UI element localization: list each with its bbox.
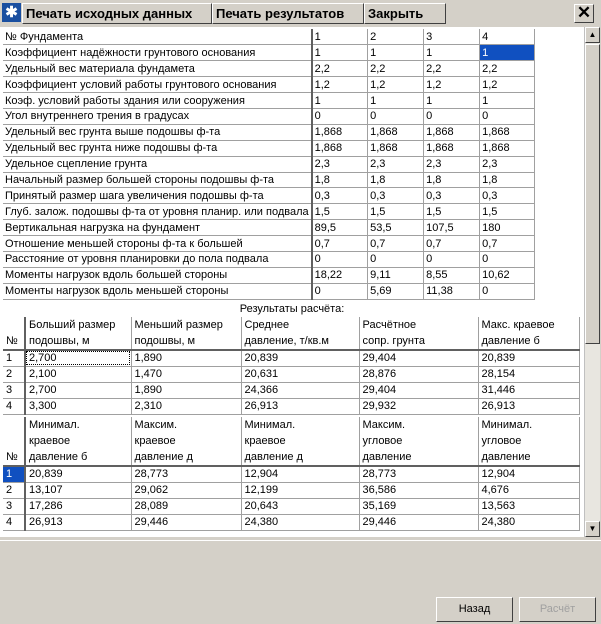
- column-header: 4: [480, 29, 535, 45]
- column-header-line: давление б: [29, 451, 88, 463]
- scroll-up-icon[interactable]: ▲: [585, 27, 600, 43]
- column-header-line: Меньший размер: [134, 319, 223, 331]
- results-column-header: [478, 417, 579, 466]
- results-column-header: [241, 417, 359, 466]
- column-header-line: Среднее: [244, 319, 290, 331]
- result-cell: 26,913: [478, 398, 579, 414]
- print-results-button[interactable]: Печать результатов: [212, 3, 364, 24]
- input-cell[interactable]: 0: [368, 251, 424, 267]
- input-cell[interactable]: 1: [368, 93, 424, 109]
- column-header-line: Максим.: [362, 419, 406, 431]
- row-number: 3: [3, 382, 25, 398]
- row-number: 1: [3, 350, 25, 366]
- input-row: [3, 172, 535, 188]
- result-cell: 13,107: [25, 482, 131, 498]
- input-cell[interactable]: 89,5: [312, 220, 368, 236]
- input-cell[interactable]: 1,2: [424, 77, 480, 93]
- table-row[interactable]: [3, 366, 579, 382]
- input-cell[interactable]: 0: [312, 108, 368, 124]
- input-cell[interactable]: 0: [480, 108, 535, 124]
- input-cell[interactable]: 1,5: [312, 204, 368, 220]
- input-cell[interactable]: 2,3: [424, 156, 480, 172]
- result-cell: 2,700: [25, 382, 131, 398]
- result-cell: 20,839: [241, 350, 359, 366]
- result-cell: 28,773: [359, 466, 478, 482]
- input-cell[interactable]: 1,8: [480, 172, 535, 188]
- scroll-down-icon[interactable]: ▼: [585, 521, 600, 537]
- result-cell: 36,586: [359, 482, 478, 498]
- back-button[interactable]: Назад: [436, 597, 513, 622]
- results-header-row: [3, 317, 579, 350]
- input-cell[interactable]: 11,38: [424, 283, 480, 299]
- row-number: 4: [3, 398, 25, 414]
- parameter-label: Удельный вес грунта выше подошвы ф-та: [3, 124, 312, 140]
- parameter-label: Отношение меньшей стороны ф-та к большей: [3, 236, 312, 252]
- result-cell: 28,773: [131, 466, 241, 482]
- input-cell[interactable]: 53,5: [368, 220, 424, 236]
- row-number-header: №: [3, 417, 25, 466]
- input-cell[interactable]: 107,5: [424, 220, 480, 236]
- result-cell: 28,089: [131, 498, 241, 514]
- input-cell[interactable]: 10,62: [480, 267, 535, 283]
- input-row: [3, 283, 535, 299]
- result-cell: 29,062: [131, 482, 241, 498]
- result-cell: 1,890: [131, 350, 241, 366]
- input-cell[interactable]: 1,2: [368, 77, 424, 93]
- vertical-scrollbar[interactable]: [584, 27, 600, 537]
- result-cell: 29,932: [359, 398, 478, 414]
- results-title: Результаты расчёта:: [239, 303, 345, 315]
- input-cell[interactable]: 0,3: [424, 188, 480, 204]
- parameter-label: Удельный вес грунта ниже подошвы ф-та: [3, 140, 312, 156]
- table-row[interactable]: [3, 382, 579, 398]
- result-cell: 12,904: [478, 466, 579, 482]
- table-row[interactable]: [3, 514, 579, 530]
- column-header-line: Минимал.: [29, 419, 80, 431]
- input-cell[interactable]: 0: [480, 251, 535, 267]
- input-cell[interactable]: 1,868: [424, 124, 480, 140]
- results-column-header: [25, 417, 131, 466]
- results-column-header: [359, 317, 478, 350]
- results-column-header: [241, 317, 359, 350]
- parameter-label: Удельное сцепление грунта: [3, 156, 312, 172]
- toolbar: [0, 0, 601, 27]
- result-cell: 24,380: [241, 514, 359, 530]
- input-cell[interactable]: 1,868: [368, 140, 424, 156]
- result-cell: 2,310: [131, 398, 241, 414]
- input-row: [3, 204, 535, 220]
- input-cell[interactable]: 1: [424, 93, 480, 109]
- parameter-label: Начальный размер большей стороны подошвы ф-та: [3, 172, 312, 188]
- input-cell[interactable]: 2,2: [424, 61, 480, 77]
- input-cell[interactable]: 1,5: [480, 204, 535, 220]
- input-row: [3, 45, 535, 61]
- input-cell[interactable]: 1: [480, 93, 535, 109]
- result-cell: 3,300: [25, 398, 131, 414]
- parameter-label: Коэффициент надёжности грунтового основания: [3, 45, 312, 61]
- input-cell[interactable]: 0: [424, 108, 480, 124]
- column-header-line: давление: [362, 451, 412, 463]
- input-cell[interactable]: 1: [368, 45, 424, 61]
- input-cell[interactable]: 1,868: [312, 140, 368, 156]
- input-cell[interactable]: 2,3: [368, 156, 424, 172]
- row-number-header: №: [3, 317, 25, 350]
- input-cell[interactable]: 0,7: [480, 236, 535, 252]
- result-cell: 4,676: [478, 482, 579, 498]
- table-row[interactable]: [3, 482, 579, 498]
- row-number: 1: [3, 466, 25, 482]
- input-cell[interactable]: 8,55: [424, 267, 480, 283]
- result-cell: 26,913: [25, 514, 131, 530]
- input-cell[interactable]: 2,2: [480, 61, 535, 77]
- input-row: [3, 267, 535, 283]
- column-header: 2: [368, 29, 424, 45]
- column-header-line: краевое: [134, 435, 176, 447]
- table-row[interactable]: [3, 498, 579, 514]
- column-header-line: подошвы, м: [29, 335, 90, 347]
- input-cell[interactable]: 1,868: [480, 124, 535, 140]
- input-cell[interactable]: 0: [368, 108, 424, 124]
- input-row: [3, 156, 535, 172]
- print-input-button[interactable]: Печать исходных данных: [22, 3, 212, 24]
- row-number: 2: [3, 482, 25, 498]
- result-cell: 1,890: [131, 382, 241, 398]
- results-column-header: [359, 417, 478, 466]
- column-header-line: давление, т/кв.м: [244, 335, 329, 347]
- result-cell: 29,404: [359, 350, 478, 366]
- input-cell[interactable]: 1,868: [424, 140, 480, 156]
- result-cell: 24,380: [478, 514, 579, 530]
- row-number: 2: [3, 366, 25, 382]
- table-row[interactable]: [3, 398, 579, 414]
- result-cell: 26,913: [241, 398, 359, 414]
- column-header-line: краевое: [29, 435, 71, 447]
- column-header-line: давление б: [481, 335, 540, 347]
- input-cell[interactable]: 2,2: [368, 61, 424, 77]
- results-column-header: [25, 317, 131, 350]
- parameter-label: Коэффициент условий работы грунтового основания: [3, 77, 312, 93]
- input-cell[interactable]: 0: [480, 283, 535, 299]
- parameter-label: Вертикальная нагрузка на фундамент: [3, 220, 312, 236]
- parameter-label: Коэф. условий работы здания или сооружения: [3, 93, 312, 109]
- parameter-label: Удельный вес материала фундамета: [3, 61, 312, 77]
- column-header-line: Минимал.: [481, 419, 533, 431]
- result-cell: 29,446: [359, 514, 478, 530]
- input-cell[interactable]: 1: [424, 45, 480, 61]
- column-header-line: краевое: [244, 435, 286, 447]
- input-cell[interactable]: 1,2: [312, 77, 368, 93]
- result-cell: 12,904: [241, 466, 359, 482]
- results-header-row: [3, 417, 579, 466]
- row-number: 4: [3, 514, 25, 530]
- column-header-line: Максим.: [134, 419, 178, 431]
- input-row: [3, 124, 535, 140]
- input-cell[interactable]: 1,868: [480, 140, 535, 156]
- input-cell[interactable]: 0,3: [312, 188, 368, 204]
- input-cell[interactable]: 5,69: [368, 283, 424, 299]
- input-cell[interactable]: 1: [480, 45, 535, 61]
- input-row: [3, 236, 535, 252]
- column-header: 1: [312, 29, 368, 45]
- input-cell[interactable]: 1,5: [368, 204, 424, 220]
- result-cell: 12,199: [241, 482, 359, 498]
- input-row: [3, 77, 535, 93]
- result-cell: 17,286: [25, 498, 131, 514]
- column-header-line: давление д: [134, 451, 193, 463]
- input-data-table: [3, 29, 535, 300]
- input-cell[interactable]: 2,2: [312, 61, 368, 77]
- result-cell: 1,470: [131, 366, 241, 382]
- input-cell[interactable]: 0,3: [368, 188, 424, 204]
- input-cell[interactable]: 0,7: [312, 236, 368, 252]
- input-cell[interactable]: 2,3: [312, 156, 368, 172]
- input-cell[interactable]: 9,11: [368, 267, 424, 283]
- input-row: [3, 108, 535, 124]
- result-cell: 35,169: [359, 498, 478, 514]
- input-cell[interactable]: 1,5: [424, 204, 480, 220]
- results-column-header: [131, 317, 241, 350]
- results-table-1: [3, 317, 580, 415]
- input-row: [3, 188, 535, 204]
- result-cell: 31,446: [478, 382, 579, 398]
- input-row: [3, 220, 535, 236]
- column-header-line: Минимал.: [244, 419, 296, 431]
- results-column-header: [131, 417, 241, 466]
- input-row: [3, 93, 535, 109]
- column-header-line: угловое: [362, 435, 403, 447]
- parameter-label: Угол внутреннего трения в градусах: [3, 108, 312, 124]
- table-row[interactable]: [3, 350, 579, 366]
- result-cell: 20,643: [241, 498, 359, 514]
- table-row[interactable]: [3, 466, 579, 482]
- input-cell[interactable]: 2,3: [480, 156, 535, 172]
- input-row: [3, 61, 535, 77]
- input-cell[interactable]: 0: [424, 251, 480, 267]
- close-button[interactable]: Закрыть: [364, 3, 446, 24]
- column-header: 3: [424, 29, 480, 45]
- column-header-line: Макс. краевое: [481, 319, 555, 331]
- input-cell[interactable]: 0: [312, 251, 368, 267]
- input-cell[interactable]: 1: [312, 45, 368, 61]
- input-cell[interactable]: 1,8: [424, 172, 480, 188]
- content-area: [0, 27, 584, 537]
- result-cell: 13,563: [478, 498, 579, 514]
- app-icon: ✱: [2, 3, 21, 22]
- result-cell: 28,876: [359, 366, 478, 382]
- input-header-row: [3, 29, 535, 45]
- results-table-2: [3, 417, 580, 531]
- result-cell: 20,839: [25, 466, 131, 482]
- input-row: [3, 251, 535, 267]
- input-cell[interactable]: 1: [312, 93, 368, 109]
- input-cell[interactable]: 18,22: [312, 267, 368, 283]
- input-cell[interactable]: 0,7: [424, 236, 480, 252]
- input-cell[interactable]: 1,8: [368, 172, 424, 188]
- parameter-label: Моменты нагрузок вдоль меньшей стороны: [3, 283, 312, 299]
- scroll-thumb[interactable]: [585, 44, 600, 344]
- parameter-label: Принятый размер шага увеличения подошвы ф-та: [3, 188, 312, 204]
- column-header-line: давление: [481, 451, 531, 463]
- parameter-label: Моменты нагрузок вдоль большей стороны: [3, 267, 312, 283]
- parameter-label: Расстояние от уровня планировки до пола подвала: [3, 251, 312, 267]
- result-cell: 20,839: [478, 350, 579, 366]
- input-cell[interactable]: 1,868: [368, 124, 424, 140]
- column-header-line: давление д: [244, 451, 303, 463]
- input-cell[interactable]: 0: [312, 283, 368, 299]
- result-cell: 29,404: [359, 382, 478, 398]
- input-row: [3, 140, 535, 156]
- result-cell: 28,154: [478, 366, 579, 382]
- column-header-line: Расчётное: [362, 319, 417, 331]
- input-cell[interactable]: 1,8: [312, 172, 368, 188]
- column-header-line: угловое: [481, 435, 522, 447]
- result-cell: 29,446: [131, 514, 241, 530]
- input-cell[interactable]: 1,2: [480, 77, 535, 93]
- input-cell[interactable]: 1,868: [312, 124, 368, 140]
- result-cell: 2,100: [25, 366, 131, 382]
- column-header-line: Больший размер: [29, 319, 116, 331]
- row-number: 3: [3, 498, 25, 514]
- input-cell[interactable]: 180: [480, 220, 535, 236]
- result-cell: 20,631: [241, 366, 359, 382]
- results-column-header: [478, 317, 579, 350]
- column-header-line: подошвы, м: [134, 335, 196, 347]
- input-cell[interactable]: 0,3: [480, 188, 535, 204]
- calculate-button[interactable]: Расчёт: [519, 597, 596, 622]
- result-cell: 2,700: [25, 350, 131, 366]
- foundation-number-header: № Фундамента: [3, 29, 312, 45]
- column-header-line: сопр. грунта: [362, 335, 426, 347]
- close-icon[interactable]: ✕: [574, 4, 594, 23]
- bottom-panel: [0, 540, 601, 624]
- result-cell: 24,366: [241, 382, 359, 398]
- parameter-label: Глуб. залож. подошвы ф-та от уровня планир. или подвала: [3, 204, 312, 220]
- input-cell[interactable]: 0,7: [368, 236, 424, 252]
